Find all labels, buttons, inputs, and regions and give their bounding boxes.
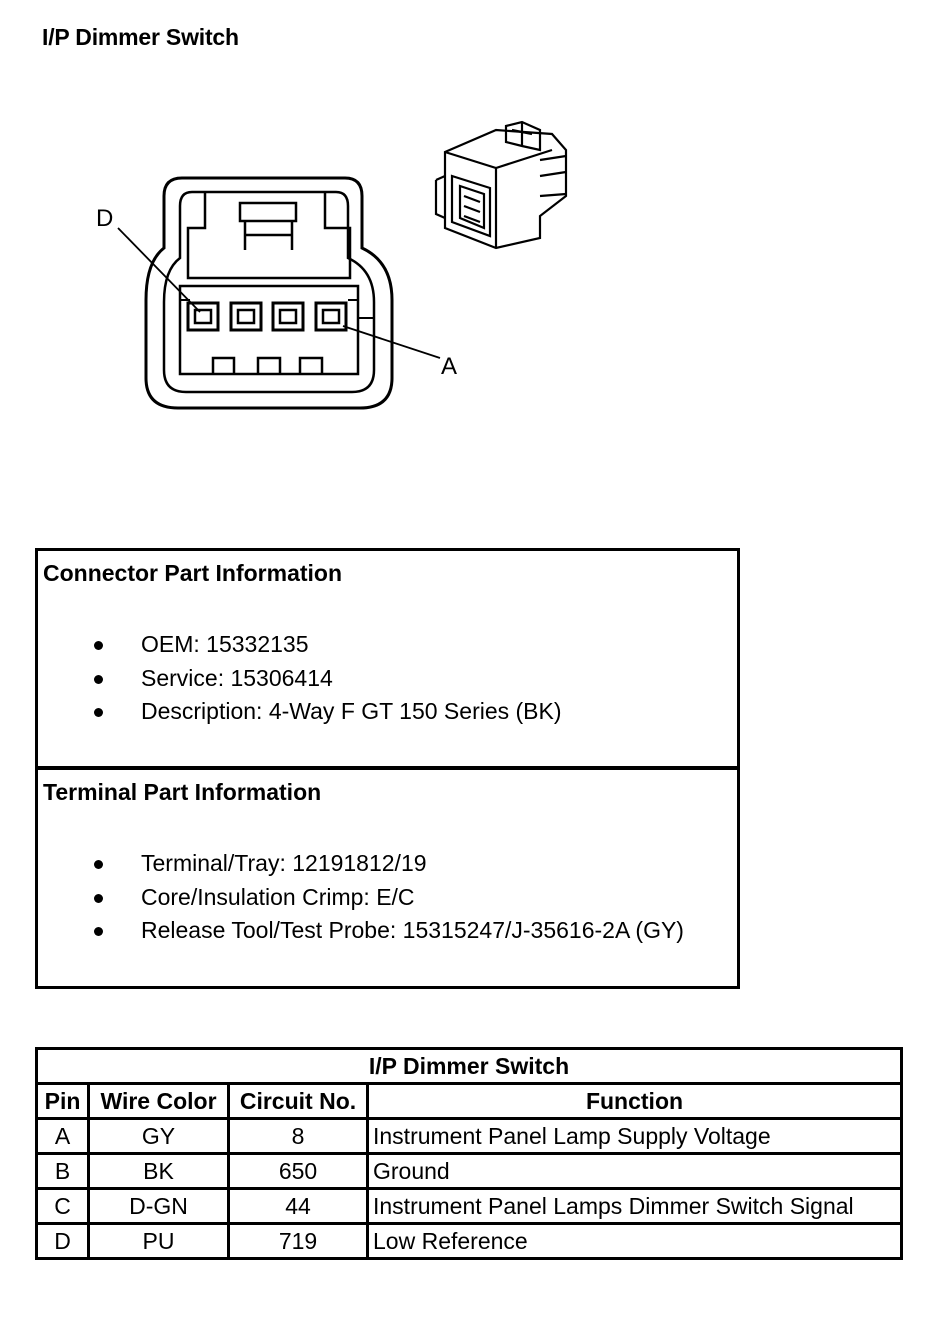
- list-item: Core/Insulation Crimp: E/C: [38, 884, 684, 918]
- cell-function: Low Reference: [368, 1224, 902, 1259]
- page-title: I/P Dimmer Switch: [42, 24, 239, 50]
- bullet-icon: [94, 675, 103, 684]
- table-row: [37, 1154, 902, 1189]
- terminal-part-info-box: [35, 767, 740, 989]
- pinout-table: [35, 1047, 903, 1260]
- label-pin-d: D: [96, 205, 114, 232]
- cell-wire-color: BK: [89, 1154, 229, 1189]
- table-row: [37, 1119, 902, 1154]
- cell-pin: A: [37, 1119, 89, 1154]
- cell-function: Instrument Panel Lamps Dimmer Switch Signal: [368, 1189, 902, 1224]
- cell-pin: C: [37, 1189, 89, 1224]
- cell-wire-color: GY: [89, 1119, 229, 1154]
- cell-pin: D: [37, 1224, 89, 1259]
- table-caption-row: [37, 1049, 902, 1084]
- bullet-icon: [94, 641, 103, 650]
- connector-face-view: [118, 178, 440, 408]
- connector-part-info-box: [35, 548, 740, 769]
- header-wire-color: Wire Color: [89, 1084, 229, 1119]
- connector-part-info-list: [38, 631, 562, 732]
- bullet-icon: [94, 894, 103, 903]
- bullet-icon: [94, 927, 103, 936]
- connector-diagram: [0, 0, 944, 520]
- cell-circuit-no: 44: [229, 1189, 368, 1224]
- cell-pin: B: [37, 1154, 89, 1189]
- cell-wire-color: D-GN: [89, 1189, 229, 1224]
- table-caption: I/P Dimmer Switch: [37, 1049, 902, 1084]
- cell-function: Instrument Panel Lamp Supply Voltage: [368, 1119, 902, 1154]
- terminal-part-info-heading: Terminal Part Information: [43, 779, 322, 805]
- cell-circuit-no: 650: [229, 1154, 368, 1189]
- table-header-row: [37, 1084, 902, 1119]
- header-function: Function: [368, 1084, 902, 1119]
- list-item: Description: 4-Way F GT 150 Series (BK): [38, 698, 562, 732]
- connector-3d-view: [436, 122, 566, 248]
- bullet-icon: [94, 708, 103, 717]
- table-row: [37, 1189, 902, 1224]
- list-item: Release Tool/Test Probe: 15315247/J-35616-2A (GY): [38, 917, 684, 951]
- cell-function: Ground: [368, 1154, 902, 1189]
- cell-circuit-no: 8: [229, 1119, 368, 1154]
- cell-wire-color: PU: [89, 1224, 229, 1259]
- list-item: OEM: 15332135: [38, 631, 562, 665]
- bullet-icon: [94, 860, 103, 869]
- list-item: Service: 15306414: [38, 665, 562, 699]
- list-item: Terminal/Tray: 12191812/19: [38, 850, 684, 884]
- table-row: [37, 1224, 902, 1259]
- connector-part-info-heading: Connector Part Information: [43, 560, 343, 586]
- header-pin: Pin: [37, 1084, 89, 1119]
- cell-circuit-no: 719: [229, 1224, 368, 1259]
- label-pin-a: A: [441, 353, 458, 380]
- terminal-cavities: [188, 303, 346, 330]
- terminal-part-info-list: [38, 850, 684, 951]
- header-circuit-no: Circuit No.: [229, 1084, 368, 1119]
